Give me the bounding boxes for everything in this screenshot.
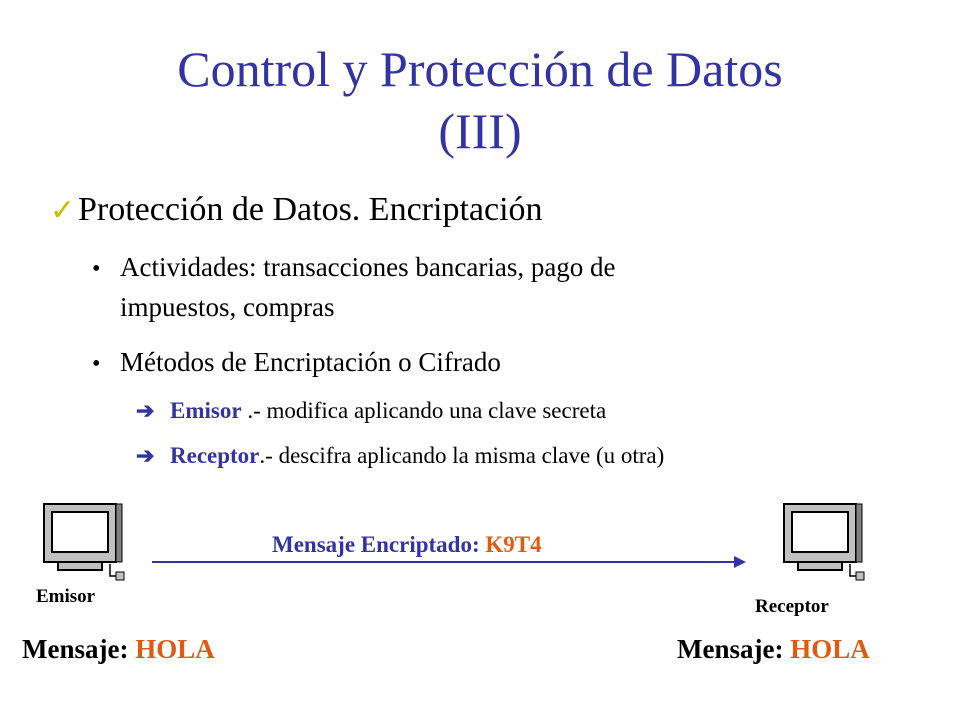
bullet-icon: • xyxy=(92,256,101,282)
title-line-2: (III) xyxy=(438,103,522,159)
slide-title xyxy=(60,38,900,162)
sender-message-label: Mensaje: xyxy=(22,634,136,664)
checkmark-icon: ✓ xyxy=(50,194,76,227)
sender-message xyxy=(22,634,215,665)
bullet-methods-text: Métodos de Encriptación o Cifrado xyxy=(120,347,501,377)
encrypted-message-text: Mensaje Encriptado: xyxy=(272,532,486,557)
receiver-message-value: HOLA xyxy=(790,634,870,664)
sub-item-emisor xyxy=(136,396,606,426)
sub-receptor-text: .- descifra aplicando la misma clave (u otra) xyxy=(259,443,665,468)
main-heading xyxy=(50,188,543,233)
encrypted-message-value: K9T4 xyxy=(485,532,542,557)
term-emisor: Emisor xyxy=(170,398,242,423)
bullet-activities-line2: impuestos, compras xyxy=(120,292,335,322)
sub-emisor-text: .- modifica aplicando una clave secreta xyxy=(241,398,607,423)
receiver-label: Receptor xyxy=(755,596,829,617)
computer-icon xyxy=(776,502,866,586)
sub-item-receptor xyxy=(136,441,664,471)
term-receptor: Receptor xyxy=(170,443,260,468)
title-line-1: Control y Protección de Datos xyxy=(177,41,783,97)
bullet-methods xyxy=(92,343,501,383)
receiver-message-label: Mensaje: xyxy=(677,634,791,664)
encrypted-message-label xyxy=(272,530,542,560)
sender-message-value: HOLA xyxy=(135,634,215,664)
receiver-message xyxy=(677,634,870,665)
sender-label: Emisor xyxy=(36,586,96,607)
bullet-activities xyxy=(92,248,616,288)
bullet-activities-line1: Actividades: transacciones bancarias, pago de xyxy=(120,252,616,282)
main-heading-text: Protección de Datos. Encriptación xyxy=(78,191,543,228)
right-arrow-icon: ➔ xyxy=(136,443,155,468)
bullet-activities-cont xyxy=(120,288,334,326)
right-arrow-icon: ➔ xyxy=(136,398,155,423)
computer-icon xyxy=(36,502,126,586)
bullet-icon: • xyxy=(92,351,101,377)
